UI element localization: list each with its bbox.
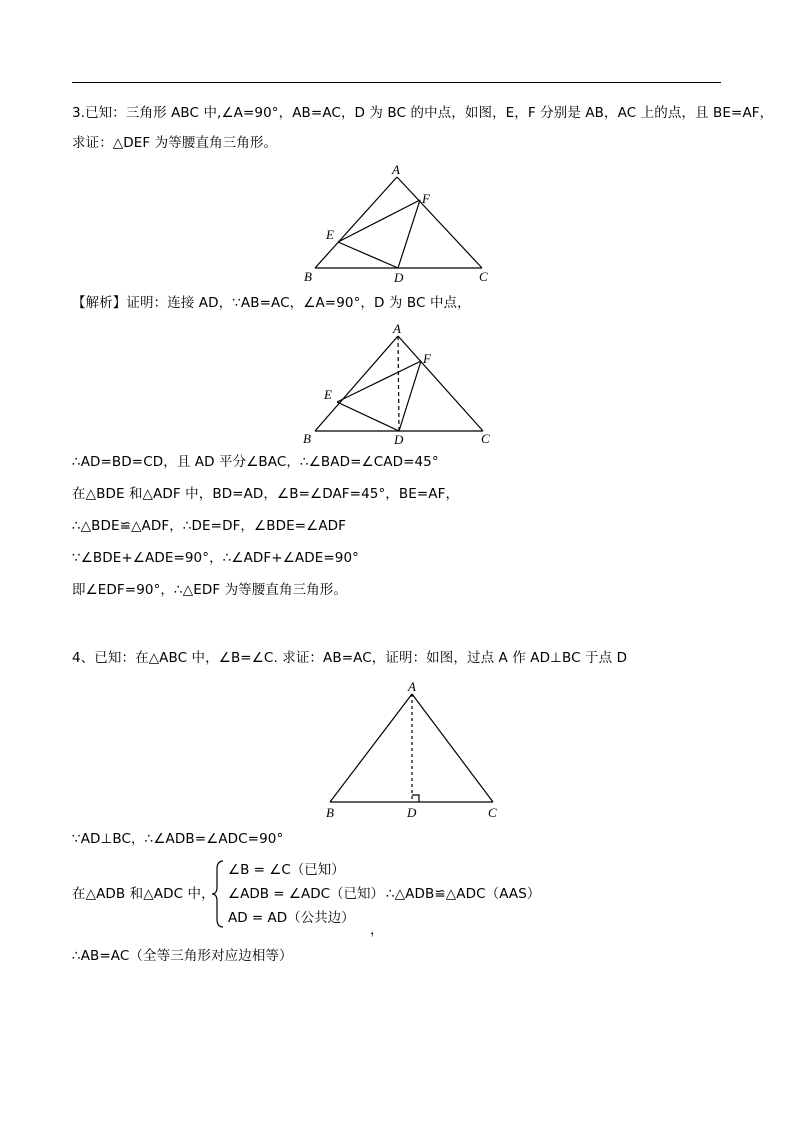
problem3-statement-line2: 求证：△DEF 为等腰直角三角形。 <box>72 135 278 151</box>
label-c: C <box>479 269 488 284</box>
label-d: D <box>407 805 417 820</box>
edge-ab <box>330 694 412 802</box>
figure-isosceles-triangle <box>318 678 508 823</box>
edge-ac <box>397 177 482 268</box>
problem4-step1: ∵AD⊥BC，∴∠ADB=∠ADC=90° <box>72 831 284 847</box>
left-brace <box>209 859 227 929</box>
problem3-step1: ∴AD=BD=CD，且 AD 平分∠BAC，∴∠BAD=∠CAD=45° <box>72 454 439 470</box>
label-a: A <box>408 679 416 694</box>
problem3-step5: 即∠EDF=90°，∴△EDF 为等腰直角三角形。 <box>72 582 347 598</box>
problem3-analysis-head: 【解析】证明：连接 AD，∵AB=AC，∠A=90°，D 为 BC 中点， <box>72 295 471 311</box>
edge-ab <box>315 177 397 268</box>
edge-ef <box>337 361 421 402</box>
condition-angle-adb-adc: ∠ADB = ∠ADC（已知） <box>228 886 385 902</box>
label-e: E <box>324 387 332 402</box>
label-d: D <box>394 270 404 285</box>
segment-ad-dashed <box>398 336 399 431</box>
label-c: C <box>481 431 490 446</box>
label-b: B <box>304 269 312 284</box>
label-e: E <box>326 227 334 242</box>
problem4-final: ∴AB=AC（全等三角形对应边相等） <box>72 948 293 964</box>
edge-ef <box>338 200 420 242</box>
edge-ac <box>412 694 493 802</box>
figure-triangle-def-with-ad <box>300 318 500 448</box>
problem4-congruence: ∴△ADB≌△ADC（AAS） <box>386 886 541 902</box>
label-b: B <box>326 805 334 820</box>
problem3-statement-line1: 3.已知：三角形 ABC 中,∠A=90°，AB=AC，D 为 BC 的中点，如图，E，F 分别是 AB，AC 上的点，且 BE=AF， <box>72 105 774 121</box>
figure-triangle-def <box>300 160 500 285</box>
label-d: D <box>394 432 404 447</box>
right-angle-mark <box>412 795 419 802</box>
problem3-step4: ∵∠BDE+∠ADE=90°，∴∠ADF+∠ADE=90° <box>72 550 359 566</box>
edge-ab <box>315 336 398 431</box>
problem3-step3: ∴△BDE≌△ADF，∴DE=DF，∠BDE=∠ADF <box>72 518 347 534</box>
label-a: A <box>393 321 401 336</box>
label-b: B <box>303 431 311 446</box>
condition-ad-common: AD = AD（公共边） <box>228 910 355 926</box>
edge-fd <box>399 361 421 431</box>
problem4-in-triangles: 在△ADB 和△ADC 中， <box>72 886 215 902</box>
problem4-comma: ， <box>370 922 384 938</box>
label-c: C <box>488 805 497 820</box>
edge-ed <box>338 242 398 268</box>
problem4-statement: 4、已知：在△ABC 中，∠B=∠C. 求证：AB=AC，证明：如图，过点 A 作 AD⊥BC 于点 D <box>72 650 628 666</box>
condition-angle-b-c: ∠B = ∠C（已知） <box>228 862 345 878</box>
edge-ac <box>398 336 483 431</box>
label-f: F <box>423 351 431 366</box>
label-a: A <box>392 162 400 177</box>
edge-ed <box>337 402 399 431</box>
label-f: F <box>422 191 430 206</box>
header-rule <box>72 82 721 83</box>
problem3-step2: 在△BDE 和△ADF 中，BD=AD，∠B=∠DAF=45°，BE=AF， <box>72 486 460 502</box>
